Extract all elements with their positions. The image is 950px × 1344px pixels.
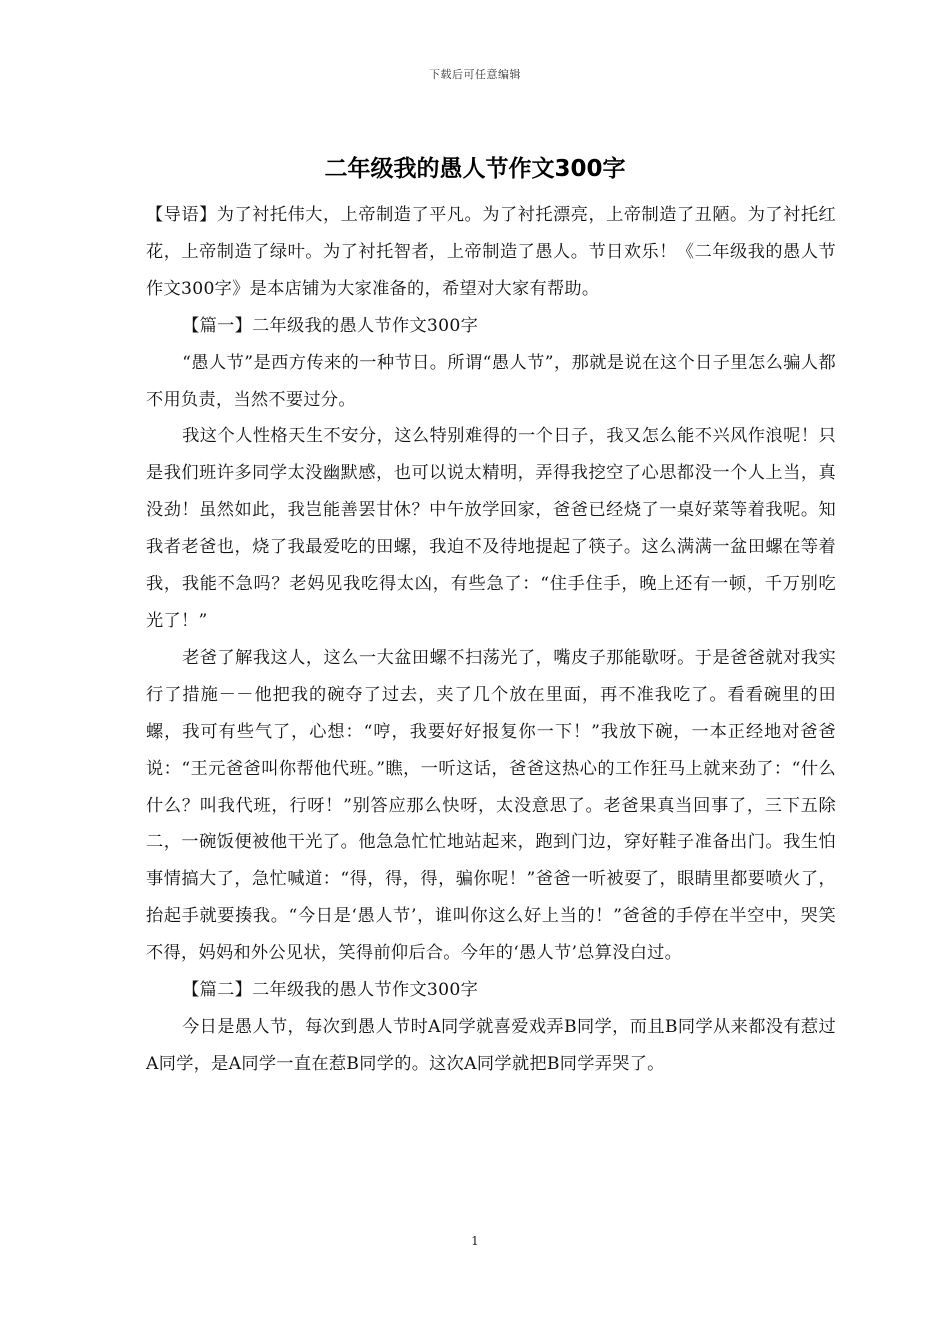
section-heading-2: 【篇二】二年级我的愚人节作文300字 <box>182 980 479 1001</box>
body-paragraph: “愚人节”是西方传来的一种节日。所谓“愚人节”，那就是说在这个日子里怎么骗人都不用负责，当然不要过分。 <box>146 352 836 410</box>
body-paragraph: 今日是愚人节，每次到愚人节时A同学就喜爱戏弄B同学，而且B同学从来都没有惹过A同学，是A同学一直在惹B同学的。这次A同学就把B同学弄哭了。 <box>146 1016 836 1074</box>
section-heading-1: 【篇一】二年级我的愚人节作文300字 <box>182 315 479 336</box>
document-body <box>146 197 836 1083</box>
document-title: 二年级我的愚人节作文300字 <box>324 156 626 182</box>
page-number: 1 <box>471 1234 479 1248</box>
intro-paragraph: 【导语】为了衬托伟大，上帝制造了平凡。为了衬托漂亮，上帝制造了丑陋。为了衬托红花，上帝制造了绿叶。为了衬托智者，上帝制造了愚人。节日欢乐！《二年级我的愚人节作文300字》是本店铺为大家准备的，希望对大家有帮助。 <box>146 205 836 299</box>
body-paragraph: 老爸了解我这人，这么一大盆田螺不扫荡光了，嘴皮子那能歇呀。于是爸爸就对我实行了措施－－他把我的碗夺了过去，夹了几个放在里面，再不准我吃了。看看碗里的田螺，我可有些气了，心想：“哼，我要好好报复你一下！”我放下碗，一本正经地对爸爸说：“王元爸爸叫你帮他代班。”瞧，一听这话，爸爸这热心的工作狂马上就来劲了：“什么什么？叫我代班，行呀！”别答应那么快呀，太没意思了。老爸果真当回事了，三下五除二，一碗饭便被他干光了。他急急忙忙地站起来，跑到门边，穿好鞋子准备出门。我生怕事情搞大了，急忙喊道：“得，得，得，骗你呢！”爸爸一听被耍了，眼睛里都要喷火了，抬起手就要揍我。“今日是‘愚人节’，谁叫你这么好上当的！”爸爸的手停在半空中，哭笑不得，妈妈和外公见状，笑得前仰后合。今年的‘愚人节’总算没白过。 <box>146 647 836 964</box>
body-paragraph: 我这个人性格天生不安分，这么特别难得的一个日子，我又怎么能不兴风作浪呢！只是我们班许多同学太没幽默感，也可以说太精明，弄得我挖空了心思都没一个人上当，真没劲！虽然如此，我岂能善罢甘休？中午放学回家，爸爸已经烧了一桌好菜等着我呢。知我者老爸也，烧了我最爱吃的田螺，我迫不及待地提起了筷子。这么满满一盆田螺在等着我，我能不急吗？老妈见我吃得太凶，有些急了：“住手住手，晚上还有一顿，千万别吃光了！” <box>146 426 836 631</box>
header-note: 下载后可任意编辑 <box>429 68 521 81</box>
